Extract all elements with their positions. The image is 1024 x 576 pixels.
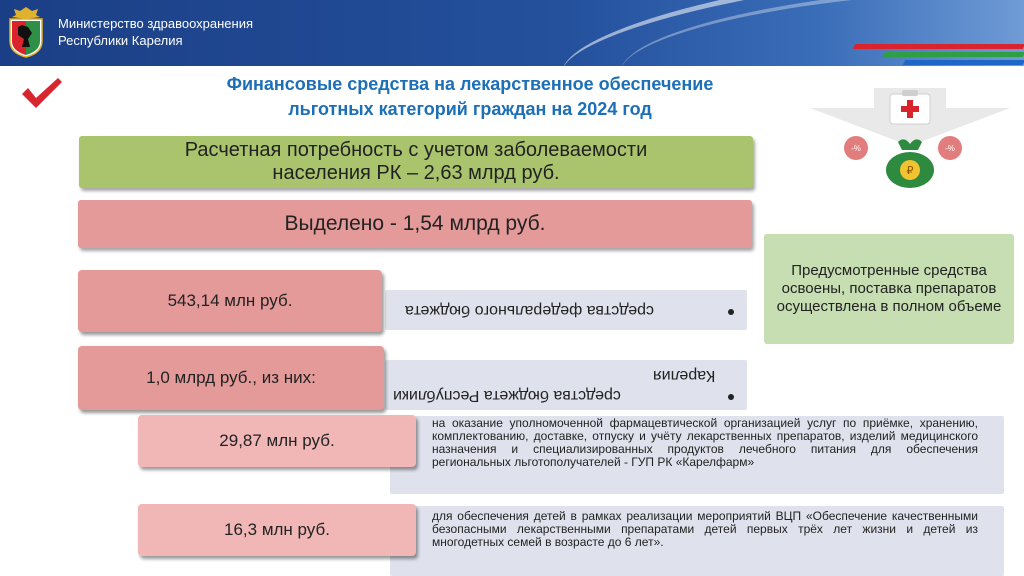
allocated-text: Выделено - 1,54 млрд руб. [284,212,546,235]
republic-source-line1: средства бюджета Республики [393,387,621,404]
children-amount: 16,3 млн руб. [224,520,330,539]
bullet-icon [728,394,734,400]
need-line1: Расчетная потребность с учетом заболеваемости [184,139,648,161]
republic-source-line2: Карелия [653,367,716,384]
pharmacy-amount-box [138,415,416,467]
children-program-text: для обеспечения детей в рамках реализации мероприятий ВЦП «Обеспечение качественными безопасными лекарственными препаратами детей первых трёх лет жизни и детей из многодетных семей в возрасте до 6 лет». [432,509,978,549]
title-line1: Финансовые средства на лекарственное обеспечение [226,74,714,94]
republic-amount: 1,0 млрд руб., из них: [146,368,316,387]
medical-kit-icon [890,90,930,124]
estimated-need-banner [79,136,753,188]
bullet-icon [728,309,734,315]
federal-amount-box [78,270,382,332]
money-bag-icon [886,139,934,188]
percent-icon [844,136,868,160]
federal-amount: 543,14 млн руб. [167,291,293,310]
status-note-text: Предусмотренные средства освоены, поставка препаратов осуществлена в полном объеме [776,262,1002,315]
medicine-funding-illustration [808,86,1012,190]
republic-source-box [385,360,747,410]
federal-source-box [385,290,747,330]
percent-label-left: -% [851,144,861,153]
percent-icon [938,136,962,160]
children-amount-box [138,504,416,556]
pharmacy-amount: 29,87 млн руб. [219,431,335,450]
pharmacy-services-text: на оказание уполномоченной фармацевтической организацией услуг по приёмке, хранению, комплектованию, доставке, отпуску и учёту лекарственных препаратов, изделий медицинского назначения и специализированных продуктов лечебного питания для обеспечения региональных льготополучателей - ГУП РК «Карелфарм» [432,416,978,469]
ruble-symbol: ₽ [906,164,914,177]
republic-amount-box [78,346,384,410]
percent-label-right: -% [945,144,955,153]
page-title [120,72,820,122]
federal-source-text: средства федерального бюджета [405,302,655,319]
allocated-banner [78,200,752,248]
need-line2: населения РК – 2,63 млрд руб. [272,162,560,184]
title-line2: льготных категорий граждан на 2024 год [288,99,652,119]
karelia-coat-of-arms-icon [6,5,46,59]
red-checkmark-icon [20,76,64,110]
pharmacy-services-description [390,416,1004,494]
org-name-line1: Министерство здравоохранения [58,16,253,31]
children-program-description [390,506,1004,576]
status-note [764,234,1014,344]
org-name-line2: Республики Карелия [58,33,183,48]
